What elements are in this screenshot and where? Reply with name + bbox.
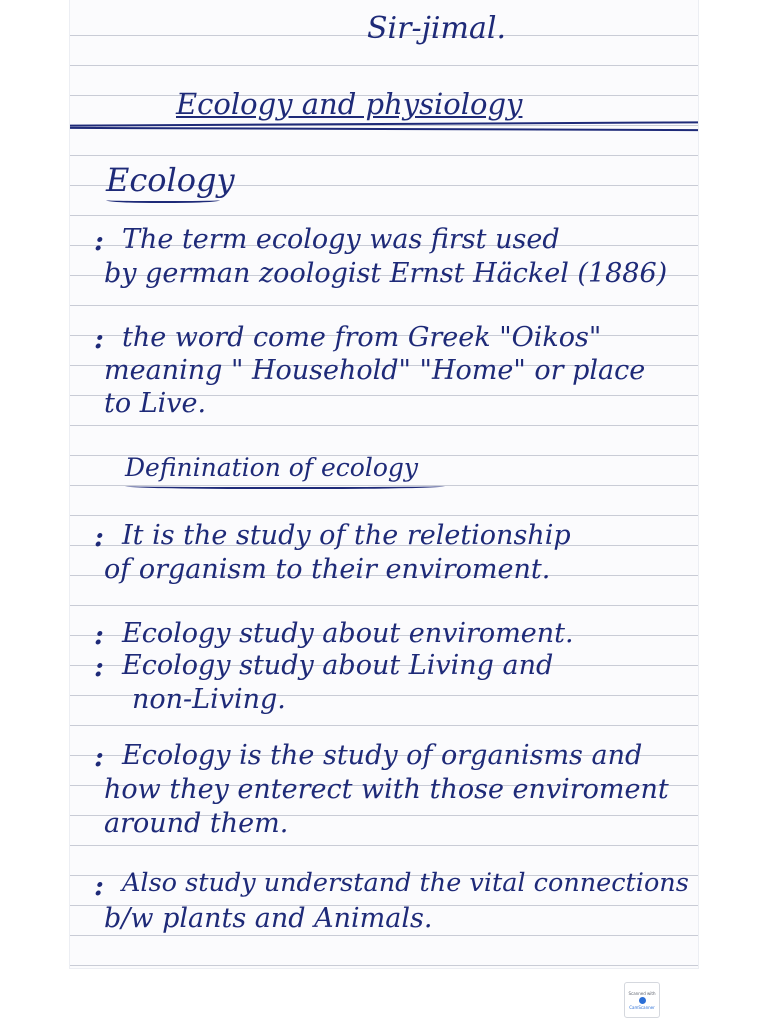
note-line: of organism to their enviroment. xyxy=(104,554,551,585)
note-line: by german zoologist Ernst Häckel (1886) xyxy=(104,258,668,289)
note-line: Ecology study about Living and xyxy=(122,650,554,681)
notebook-page xyxy=(70,0,698,968)
camscanner-logo-icon xyxy=(639,997,646,1004)
note-line: Ecology study about enviroment. xyxy=(122,618,574,649)
bullet-marker: : xyxy=(94,742,104,773)
section-heading: Ecology xyxy=(106,161,235,199)
watermark-brand: CamScanner xyxy=(629,1004,655,1010)
subheading-underline xyxy=(125,482,445,489)
note-line: non-Living. xyxy=(132,684,286,715)
note-line: to Live. xyxy=(104,388,207,419)
note-line: around them. xyxy=(104,808,289,839)
bullet-marker: : xyxy=(94,226,104,257)
note-line: Ecology is the study of organisms and xyxy=(122,740,643,771)
heading-underline xyxy=(106,196,220,203)
bullet-marker: : xyxy=(94,871,104,902)
note-line: The term ecology was first used xyxy=(122,224,560,255)
bullet-marker: : xyxy=(94,324,104,355)
note-line: It is the study of the reletionship xyxy=(122,520,571,551)
camscanner-watermark xyxy=(624,982,660,1018)
bullet-marker: : xyxy=(94,652,104,683)
note-line: meaning " Household" "Home" or place xyxy=(104,355,646,386)
note-line: the word come from Greek "Oikos" xyxy=(122,322,602,353)
page-title: Ecology and physiology xyxy=(176,87,523,121)
note-line: Also study understand the vital connections xyxy=(122,868,689,898)
watermark-caption: Scanned with xyxy=(628,990,656,996)
title-divider-line xyxy=(70,121,698,126)
title-divider-line xyxy=(70,127,698,131)
subsection-heading: Definination of ecology xyxy=(125,453,419,482)
bullet-marker: : xyxy=(94,620,104,651)
note-line: b/w plants and Animals. xyxy=(104,903,433,934)
author-name: Sir-jimal. xyxy=(367,11,506,46)
note-line: how they enterect with those enviroment xyxy=(104,774,669,805)
bullet-marker: : xyxy=(94,522,104,553)
